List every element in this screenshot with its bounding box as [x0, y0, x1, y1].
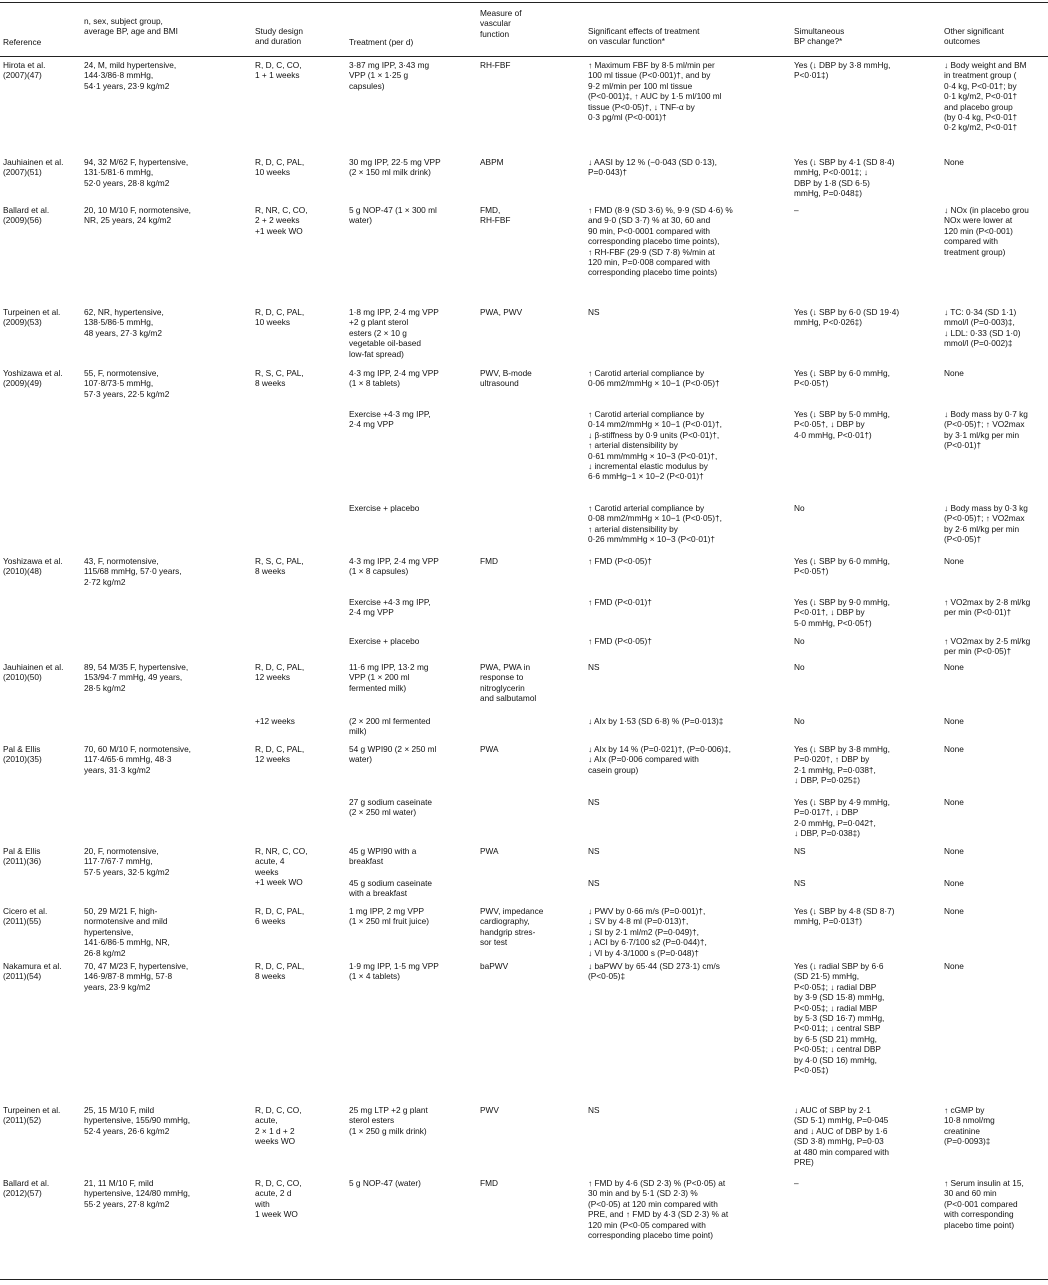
- cell-bp-change: No: [794, 716, 805, 726]
- cell-bp-change: No: [794, 662, 805, 672]
- header-measure: Measure of vascular function: [480, 8, 522, 39]
- cell-subject-group: 43, F, normotensive, 115/68 mmHg, 57·0 years, 2·72 kg/m2: [84, 556, 182, 587]
- header-subject-group: n, sex, subject group, average BP, age and BMI: [84, 16, 178, 37]
- cell-bp-change: Yes (↓ SBP by 9·0 mmHg, P<0·01†, ↓ DBP by 5·0 mmHg, P<0·05†): [794, 597, 890, 628]
- cell-treatment: 45 g sodium caseinate with a breakfast: [349, 878, 433, 899]
- header-rule: [0, 56, 1048, 57]
- cell-reference: Hirota et al. (2007)(47): [3, 60, 46, 81]
- cell-subject-group: 25, 15 M/10 F, mild hypertensive, 155/90 mmHg, 52·4 years, 26·6 kg/m2: [84, 1105, 191, 1136]
- cell-other-outcomes: ↑ cGMP by 10·8 nmol/mg creatinine (P=0·0093)‡: [944, 1105, 995, 1147]
- cell-other-outcomes: ↓ Body mass by 0·3 kg (P<0·05)†; ↑ VO2max by 2·6 ml/kg per min (P<0·05)†: [944, 503, 1028, 545]
- cell-bp-change: Yes (↓ SBP by 4·9 mmHg, P=0·017†, ↓ DBP 2·0 mmHg, P=0·042†, ↓ DBP, P=0·038‡): [794, 797, 890, 839]
- cell-effects: ↑ FMD (P<0·01)†: [588, 597, 652, 607]
- cell-bp-change: –: [794, 1178, 799, 1188]
- cell-treatment: 3·87 mg IPP, 3·43 mg VPP (1 × 1·25 g capsules): [349, 60, 430, 91]
- cell-treatment: (2 × 200 ml fermented milk): [349, 716, 431, 737]
- cell-other-outcomes: ↑ VO2max by 2·8 ml/kg per min (P<0·01)†: [944, 597, 1031, 618]
- cell-other-outcomes: ↓ NOx (in placebo grou NOx were lower at 120 min (P<0·001) compared with treatment group): [944, 205, 1029, 257]
- cell-bp-change: NS: [794, 878, 806, 888]
- cell-treatment: 45 g WPI90 with a breakfast: [349, 846, 417, 867]
- cell-measure: ABPM: [480, 157, 504, 167]
- cell-bp-change: No: [794, 503, 805, 513]
- header-other-outcomes: Other significant outcomes: [944, 26, 1004, 47]
- cell-measure: FMD, RH-FBF: [480, 205, 511, 226]
- cell-bp-change: Yes (↓ DBP by 3·8 mmHg, P<0·01‡): [794, 60, 891, 81]
- cell-study-design: R, NR, C, CO, acute, 4 weeks +1 week WO: [255, 846, 308, 888]
- cell-effects: NS: [588, 307, 600, 317]
- cell-effects: ↑ Maximum FBF by 8·5 ml/min per 100 ml tissue (P<0·001)†, and by 9·2 ml/min per 100 ml tissue (P<0·001)‡, ↑ AUC by 1·5 ml/100 ml tissue (P<0·05)†, ↓ TNF-α by 0·3 pg/ml (P<0·001)†: [588, 60, 722, 123]
- cell-treatment: 27 g sodium caseinate (2 × 250 ml water): [349, 797, 433, 818]
- cell-treatment: 5 g NOP-47 (water): [349, 1178, 421, 1188]
- cell-subject-group: 55, F, normotensive, 107·8/73·5 mmHg, 57·3 years, 22·5 kg/m2: [84, 368, 170, 399]
- cell-reference: Yoshizawa et al. (2010)(48): [3, 556, 63, 577]
- cell-measure: RH-FBF: [480, 60, 511, 70]
- cell-measure: PWV, B-mode ultrasound: [480, 368, 532, 389]
- cell-bp-change: Yes (↓ SBP by 4·1 (SD 8·4) mmHg, P<0·001‡; ↓ DBP by 1·8 (SD 6·5) mmHg, P=0·048‡): [794, 157, 895, 199]
- cell-measure: FMD: [480, 1178, 498, 1188]
- cell-other-outcomes: ↑ Serum insulin at 15, 30 and 60 min (P<0·001 compared with corresponding placebo time point): [944, 1178, 1024, 1230]
- cell-bp-change: Yes (↓ SBP by 6·0 (SD 19·4) mmHg, P<0·026‡): [794, 307, 900, 328]
- cell-reference: Ballard et al. (2009)(56): [3, 205, 50, 226]
- cell-bp-change: Yes (↓ SBP by 6·0 mmHg, P<0·05†): [794, 368, 890, 389]
- cell-bp-change: Yes (↓ radial SBP by 6·6 (SD 21·5) mmHg, P<0·05‡; ↓ radial DBP by 3·9 (SD 15·8) mmHg, P<0·05‡; ↓ radial MBP by 5·3 (SD 16·7) mmHg, P<0·01‡; ↓ central SBP by 6·5 (SD 21) mmHg, P<0·05‡; ↓ central DBP by 4·0 (SD 16) mmHg, P<0·05‡): [794, 961, 885, 1076]
- cell-subject-group: 94, 32 M/62 F, hypertensive, 131·5/81·6 mmHg, 52·0 years, 28·8 kg/m2: [84, 157, 189, 188]
- header-effects: Significant effects of treatment on vascular function*: [588, 26, 700, 47]
- cell-subject-group: 50, 29 M/21 F, high- normotensive and mild hypertensive, 141·6/86·5 mmHg, NR, 26·8 kg/m2: [84, 906, 170, 958]
- cell-treatment: 54 g WPI90 (2 × 250 ml water): [349, 744, 437, 765]
- cell-other-outcomes: None: [944, 368, 964, 378]
- cell-subject-group: 62, NR, hypertensive, 138·5/86·5 mmHg, 48 years, 27·3 kg/m2: [84, 307, 164, 338]
- cell-bp-change: No: [794, 636, 805, 646]
- cell-reference: Jauhiainen et al. (2007)(51): [3, 157, 64, 178]
- cell-other-outcomes: None: [944, 878, 964, 888]
- cell-other-outcomes: None: [944, 744, 964, 754]
- cell-other-outcomes: None: [944, 716, 964, 726]
- header-reference: Reference: [3, 37, 42, 47]
- cell-effects: ↓ AIx by 1·53 (SD 6·8) % (P=0·013)‡: [588, 716, 724, 726]
- cell-bp-change: Yes (↓ SBP by 3·8 mmHg, P=0·020†, ↑ DBP by 2·1 mmHg, P=0·038†, ↓ DBP, P=0·025‡): [794, 744, 890, 786]
- cell-treatment: 1 mg IPP, 2 mg VPP (1 × 250 ml fruit juice): [349, 906, 430, 927]
- cell-treatment: Exercise + placebo: [349, 636, 420, 646]
- cell-effects: ↓ PWV by 0·66 m/s (P=0·001)†, ↓ SV by 4·8 ml (P=0·013)†, ↓ SI by 2·1 ml/m2 (P=0·049)†, ↓ ACI by 6·7/100 s2 (P=0·044)†, ↓ VI by 4·3/1000 s (P=0·048)†: [588, 906, 707, 958]
- cell-measure: PWA, PWA in response to nitroglycerin and salbutamol: [480, 662, 537, 704]
- cell-effects: NS: [588, 878, 600, 888]
- cell-measure: PWV: [480, 1105, 499, 1115]
- cell-study-design: R, D, C, PAL, 12 weeks: [255, 662, 305, 683]
- cell-reference: Pal & Ellis (2010)(35): [3, 744, 42, 765]
- cell-effects: ↑ Carotid arterial compliance by 0·08 mm2/mmHg × 10−1 (P<0·05)†, ↑ arterial distensibility by 0·26 mm/mmHg × 10−3 (P<0·01)†: [588, 503, 722, 545]
- cell-effects: NS: [588, 1105, 600, 1115]
- cell-reference: Ballard et al. (2012)(57): [3, 1178, 50, 1199]
- cell-treatment: 1·8 mg IPP, 2·4 mg VPP +2 g plant sterol esters (2 × 10 g vegetable oil-based low-fat spread): [349, 307, 439, 359]
- cell-study-design: R, D, C, PAL, 8 weeks: [255, 961, 305, 982]
- cell-treatment: 30 mg IPP, 22·5 mg VPP (2 × 150 ml milk drink): [349, 157, 441, 178]
- bottom-rule: [0, 1279, 1048, 1280]
- cell-subject-group: 24, M, mild hypertensive, 144·3/86·8 mmHg, 54·1 years, 23·9 kg/m2: [84, 60, 177, 91]
- cell-bp-change: ↓ AUC of SBP by 2·1 (SD 5·1) mmHg, P=0·045 and ↓ AUC of DBP by 1·6 (SD 3·8) mmHg, P=0·03 at 480 min compared with PRE): [794, 1105, 890, 1168]
- cell-study-design: R, S, C, PAL, 8 weeks: [255, 556, 304, 577]
- header-bp-change: Simultaneous BP change?*: [794, 26, 845, 47]
- cell-subject-group: 20, 10 M/10 F, normotensive, NR, 25 years, 24 kg/m2: [84, 205, 191, 226]
- cell-effects: ↑ Carotid arterial compliance by 0·06 mm2/mmHg × 10−1 (P<0·05)†: [588, 368, 720, 389]
- cell-study-design: R, D, C, CO, acute, 2 d with 1 week WO: [255, 1178, 302, 1220]
- cell-subject-group: 70, 47 M/23 F, hypertensive, 146·9/87·8 mmHg, 57·8 years, 23·9 kg/m2: [84, 961, 189, 992]
- cell-effects: ↓ AASI by 12 % (−0·043 (SD 0·13), P=0·043)†: [588, 157, 717, 178]
- cell-other-outcomes: None: [944, 846, 964, 856]
- cell-study-design: R, D, C, PAL, 6 weeks: [255, 906, 305, 927]
- cell-bp-change: –: [794, 205, 799, 215]
- cell-treatment: Exercise +4·3 mg IPP, 2·4 mg VPP: [349, 409, 431, 430]
- header-treatment: Treatment (per d): [349, 37, 414, 47]
- cell-study-design: R, NR, C, CO, 2 + 2 weeks +1 week WO: [255, 205, 308, 236]
- top-rule: [0, 2, 1048, 3]
- cell-other-outcomes: ↓ TC: 0·34 (SD 1·1) mmol/l (P=0·003)‡, ↓ LDL: 0·33 (SD 1·0) mmol/l (P=0·002)‡: [944, 307, 1021, 349]
- cell-study-design: R, D, C, PAL, 10 weeks: [255, 157, 305, 178]
- cell-subject-group: 70, 60 M/10 F, normotensive, 117·4/65·6 mmHg, 48·3 years, 31·3 kg/m2: [84, 744, 191, 775]
- cell-reference: Turpeinen et al. (2009)(53): [3, 307, 61, 328]
- cell-study-design: R, S, C, PAL, 8 weeks: [255, 368, 304, 389]
- cell-bp-change: Yes (↓ SBP by 4·8 (SD 8·7) mmHg, P=0·013†): [794, 906, 895, 927]
- cell-bp-change: Yes (↓ SBP by 5·0 mmHg, P<0·05†, ↓ DBP by 4·0 mmHg, P<0·01†): [794, 409, 890, 440]
- cell-other-outcomes: ↑ VO2max by 2·5 ml/kg per min (P<0·05)†: [944, 636, 1031, 657]
- cell-other-outcomes: None: [944, 556, 964, 566]
- cell-bp-change: Yes (↓ SBP by 6·0 mmHg, P<0·05†): [794, 556, 890, 577]
- cell-effects: ↓ AIx by 14 % (P=0·021)†, (P=0·006)‡, ↓ AIx (P=0·006 compared with casein group): [588, 744, 731, 775]
- cell-other-outcomes: None: [944, 662, 964, 672]
- cell-reference: Pal & Ellis (2011)(36): [3, 846, 42, 867]
- cell-measure: PWA: [480, 846, 499, 856]
- cell-reference: Cicero et al. (2011)(55): [3, 906, 48, 927]
- cell-effects: NS: [588, 662, 600, 672]
- cell-treatment: 5 g NOP-47 (1 × 300 ml water): [349, 205, 437, 226]
- cell-treatment: Exercise + placebo: [349, 503, 420, 513]
- cell-other-outcomes: None: [944, 961, 964, 971]
- cell-effects: ↑ FMD (P<0·05)†: [588, 556, 652, 566]
- cell-treatment: 1·9 mg IPP, 1·5 mg VPP (1 × 4 tablets): [349, 961, 439, 982]
- cell-treatment: 25 mg LTP +2 g plant sterol esters (1 × 250 g milk drink): [349, 1105, 428, 1136]
- cell-other-outcomes: ↓ Body weight and BM in treatment group ( 0·4 kg, P<0·01†; by 0·1 kg/m2, P<0·01† and placebo group (by 0·4 kg, P<0·01† 0·2 kg/m2, P<0·01†: [944, 60, 1027, 133]
- cell-study-design: R, D, C, CO, acute, 2 × 1 d + 2 weeks WO: [255, 1105, 302, 1147]
- cell-other-outcomes: None: [944, 797, 964, 807]
- cell-study-design: R, D, C, PAL, 10 weeks: [255, 307, 305, 328]
- cell-effects: ↑ Carotid arterial compliance by 0·14 mm2/mmHg × 10−1 (P<0·01)†, ↓ β-stiffness by 0·9 units (P<0·01)†, ↑ arterial distensibility by 0·61 mm/mmHg × 10−3 (P<0·01)†, ↓ incremental elastic modulus by 6·6 mmHg−1 × 10−2 (P<0·01)†: [588, 409, 722, 482]
- cell-treatment: 11·6 mg IPP, 13·2 mg VPP (1 × 200 ml fermented milk): [349, 662, 429, 693]
- cell-study-design: R, D, C, CO, 1 + 1 weeks: [255, 60, 302, 81]
- cell-subject-group: 20, F, normotensive, 117·7/67·7 mmHg, 57·5 years, 32·5 kg/m2: [84, 846, 170, 877]
- cell-measure: PWV, impedance cardiography, handgrip stres- sor test: [480, 906, 544, 948]
- cell-reference: Nakamura et al. (2011)(54): [3, 961, 62, 982]
- cell-other-outcomes: None: [944, 157, 964, 167]
- cell-subject-group: 21, 11 M/10 F, mild hypertensive, 124/80 mmHg, 55·2 years, 27·8 kg/m2: [84, 1178, 191, 1209]
- cell-measure: baPWV: [480, 961, 509, 971]
- cell-measure: PWA: [480, 744, 499, 754]
- cell-other-outcomes: ↓ Body mass by 0·7 kg (P<0·05)†; ↑ VO2max by 3·1 ml/kg per min (P<0·01)†: [944, 409, 1028, 451]
- cell-study-design: R, D, C, PAL, 12 weeks: [255, 744, 305, 765]
- cell-reference: Jauhiainen et al. (2010)(50): [3, 662, 64, 683]
- cell-measure: PWA, PWV: [480, 307, 523, 317]
- cell-reference: Turpeinen et al. (2011)(52): [3, 1105, 61, 1126]
- cell-subject-group: 89, 54 M/35 F, hypertensive, 153/94·7 mmHg, 49 years, 28·5 kg/m2: [84, 662, 189, 693]
- cell-treatment: 4·3 mg IPP, 2·4 mg VPP (1 × 8 capsules): [349, 556, 439, 577]
- cell-effects: ↑ FMD (8·9 (SD 3·6) %, 9·9 (SD 4·6) % and 9·0 (SD 3·7) % at 30, 60 and 90 min, P<0·0001 compared with corresponding placebo time points), ↑ RH-FBF (29·9 (SD 7·8) %/min at 120 min, P=0·008 compared with corresponding placebo time points): [588, 205, 733, 278]
- cell-measure: FMD: [480, 556, 498, 566]
- cell-effects: ↓ baPWV by 65·44 (SD 273·1) cm/s (P<0·05)‡: [588, 961, 720, 982]
- cell-bp-change: NS: [794, 846, 806, 856]
- header-study-design: Study design and duration: [255, 26, 303, 47]
- cell-effects: ↑ FMD by 4·6 (SD 2·3) % (P<0·05) at 30 min and by 5·1 (SD 2·3) % (P<0·05) at 120 min compared with PRE, and ↑ FMD by 4·3 (SD 2·3) % at 120 min (P<0·05 compared with corresponding placebo time point): [588, 1178, 729, 1241]
- cell-effects: NS: [588, 846, 600, 856]
- cell-study-design: +12 weeks: [255, 716, 295, 726]
- cell-effects: NS: [588, 797, 600, 807]
- cell-treatment: Exercise +4·3 mg IPP, 2·4 mg VPP: [349, 597, 431, 618]
- cell-effects: ↑ FMD (P<0·05)†: [588, 636, 652, 646]
- cell-other-outcomes: None: [944, 906, 964, 916]
- cell-reference: Yoshizawa et al. (2009)(49): [3, 368, 63, 389]
- cell-treatment: 4·3 mg IPP, 2·4 mg VPP (1 × 8 tablets): [349, 368, 439, 389]
